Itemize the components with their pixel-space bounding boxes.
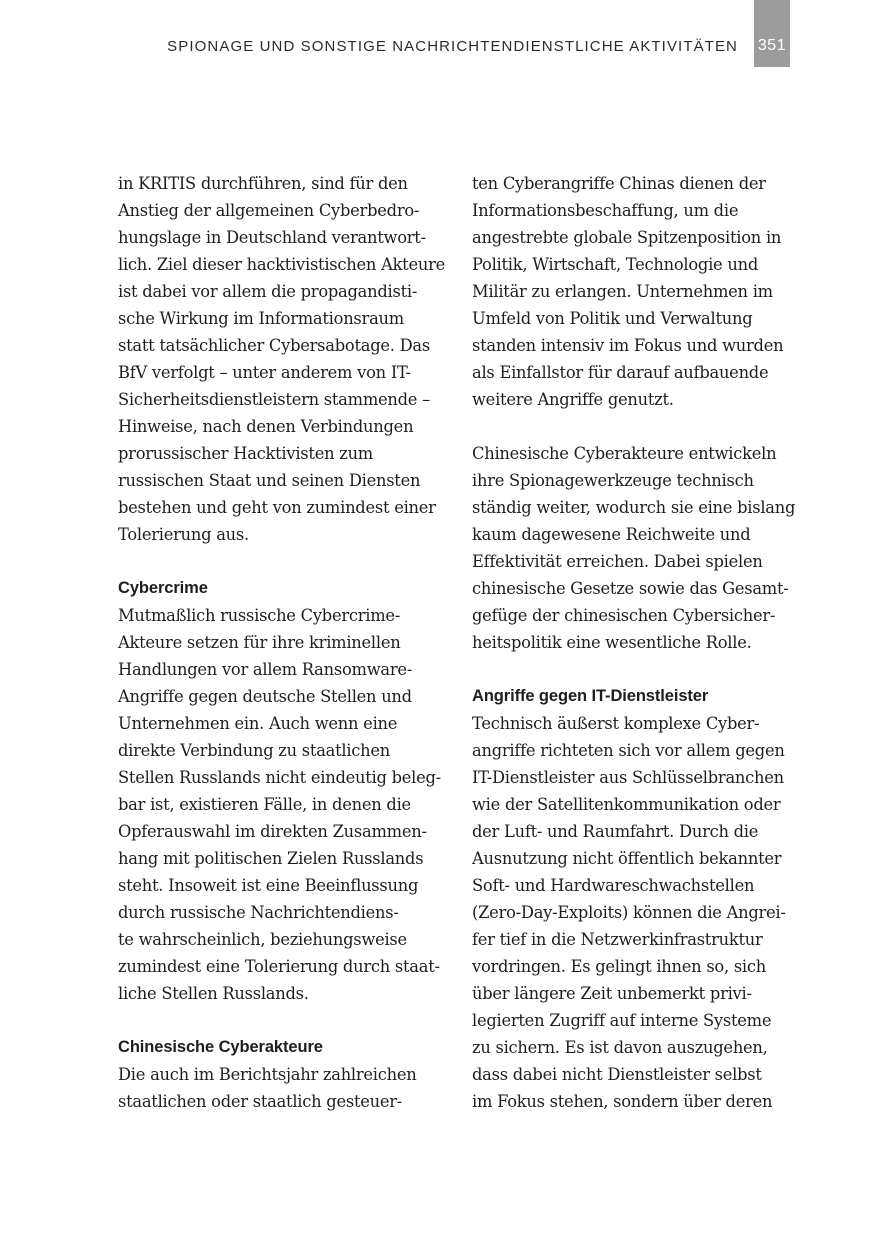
text-line: ten Cyberangriffe Chinas dienen der xyxy=(472,174,766,193)
text-line: durch russische Nachrichtendiens- xyxy=(118,903,399,922)
text-line: prorussischer Hacktivisten zum xyxy=(118,444,373,463)
text-line: legierten Zugriff auf interne Systeme xyxy=(472,1011,772,1030)
text-line: russischen Staat und seinen Diensten xyxy=(118,471,421,490)
text-line: vordringen. Es gelingt ihnen so, sich xyxy=(472,957,766,976)
text-line: Akteure setzen für ihre kriminellen xyxy=(118,633,401,652)
text-line: Soft- und Hardwareschwachstellen xyxy=(472,876,755,895)
text-line: weitere Angriffe genutzt. xyxy=(472,390,674,409)
text-line: Unternehmen ein. Auch wenn eine xyxy=(118,714,398,733)
paragraph xyxy=(472,710,797,1115)
text-line: lich. Ziel dieser hacktivistischen Akteure xyxy=(118,255,446,274)
section-heading-cybercrime: Cybercrime xyxy=(118,579,208,597)
text-line: Effektivität erreichen. Dabei spielen xyxy=(472,552,763,571)
paragraph xyxy=(472,440,797,656)
text-line: Informationsbeschaffung, um die xyxy=(472,201,739,220)
text-line: liche Stellen Russlands. xyxy=(118,984,309,1003)
text-line: Technisch äußerst komplexe Cyber- xyxy=(472,714,760,733)
text-line: Chinesische Cyberakteure entwickeln xyxy=(472,444,777,463)
text-line: Handlungen vor allem Ransomware- xyxy=(118,660,413,679)
text-line: statt tatsächlicher Cybersabotage. Das xyxy=(118,336,430,355)
text-line: zu sichern. Es ist davon auszugehen, xyxy=(472,1038,768,1057)
text-line: te wahrscheinlich, beziehungsweise xyxy=(118,930,407,949)
text-line: hang mit politischen Zielen Russlands xyxy=(118,849,424,868)
text-line: wie der Satellitenkommunikation oder xyxy=(472,795,781,814)
page-number-tab xyxy=(754,0,790,67)
text-line: ist dabei vor allem die propagandisti- xyxy=(118,282,418,301)
text-line: steht. Insoweit ist eine Beeinflussung xyxy=(118,876,419,895)
paragraph xyxy=(118,602,448,1007)
text-line: kaum dagewesene Reichweite und xyxy=(472,525,751,544)
text-line: chinesische Gesetze sowie das Gesamt- xyxy=(472,579,789,598)
paragraph-gap xyxy=(118,548,448,575)
text-line: standen intensiv im Fokus und wurden xyxy=(472,336,784,355)
right-column xyxy=(472,170,797,1115)
paragraph xyxy=(118,1061,448,1115)
page-number: 351 xyxy=(757,37,787,54)
text-line: angestrebte globale Spitzenposition in xyxy=(472,228,782,247)
text-line: der Luft- und Raumfahrt. Durch die xyxy=(472,822,759,841)
section-heading-chinesische-cyberakteure: Chinesische Cyberakteure xyxy=(118,1038,323,1056)
text-line: Angriffe gegen deutsche Stellen und xyxy=(118,687,412,706)
text-line: heitspolitik eine wesentliche Rolle. xyxy=(472,633,752,652)
text-line: ständig weiter, wodurch sie eine bislang xyxy=(472,498,796,517)
text-line: Umfeld von Politik und Verwaltung xyxy=(472,309,753,328)
text-line: sche Wirkung im Informationsraum xyxy=(118,309,404,328)
text-line: Anstieg der allgemeinen Cyberbedro- xyxy=(118,201,420,220)
text-line: bar ist, existieren Fälle, in denen die xyxy=(118,795,411,814)
text-line: im Fokus stehen, sondern über deren xyxy=(472,1092,773,1111)
text-line: fer tief in die Netzwerkinfrastruktur xyxy=(472,930,763,949)
text-line: dass dabei nicht Dienstleister selbst xyxy=(472,1065,762,1084)
text-line: direkte Verbindung zu staatlichen xyxy=(118,741,391,760)
text-line: Tolerierung aus. xyxy=(118,525,249,544)
text-line: Stellen Russlands nicht eindeutig beleg- xyxy=(118,768,441,787)
text-line: hungslage in Deutschland verantwort- xyxy=(118,228,426,247)
text-line: BfV verfolgt – unter anderem von IT- xyxy=(118,363,411,382)
section-heading-angriffe-it-dienstleister: Angriffe gegen IT-Dienstleister xyxy=(472,687,709,705)
text-line: über längere Zeit unbemerkt privi- xyxy=(472,984,752,1003)
running-head-title: SPIONAGE UND SONSTIGE NACHRICHTENDIENSTLICHE AKTIVITÄTEN xyxy=(167,38,738,55)
paragraph xyxy=(118,170,448,548)
text-line: (Zero-Day-Exploits) können die Angrei- xyxy=(472,903,786,922)
text-line: Hinweise, nach denen Verbindungen xyxy=(118,417,414,436)
text-line: Mutmaßlich russische Cybercrime- xyxy=(118,606,401,625)
text-line: Sicherheitsdienstleistern stammende – xyxy=(118,390,431,409)
text-line: Die auch im Berichtsjahr zahlreichen xyxy=(118,1065,417,1084)
text-line: Opferauswahl im direkten Zusammen- xyxy=(118,822,427,841)
paragraph-gap xyxy=(118,1007,448,1034)
text-line: staatlichen oder staatlich gesteuer- xyxy=(118,1092,403,1111)
text-line: ihre Spionagewerkzeuge technisch xyxy=(472,471,754,490)
text-line: angriffe richteten sich vor allem gegen xyxy=(472,741,785,760)
text-line: als Einfallstor für darauf aufbauende xyxy=(472,363,769,382)
text-line: in KRITIS durchführen, sind für den xyxy=(118,174,408,193)
paragraph-gap xyxy=(472,656,797,683)
text-line: Politik, Wirtschaft, Technologie und xyxy=(472,255,759,274)
text-line: bestehen und geht von zumindest einer xyxy=(118,498,436,517)
paragraph xyxy=(472,170,797,413)
text-line: IT-Dienstleister aus Schlüsselbranchen xyxy=(472,768,784,787)
left-column xyxy=(118,170,448,1115)
text-line: zumindest eine Tolerierung durch staat- xyxy=(118,957,440,976)
paragraph-gap xyxy=(472,413,797,440)
text-line: Ausnutzung nicht öffentlich bekannter xyxy=(472,849,782,868)
text-line: Militär zu erlangen. Unternehmen im xyxy=(472,282,773,301)
text-line: gefüge der chinesischen Cybersicher- xyxy=(472,606,776,625)
